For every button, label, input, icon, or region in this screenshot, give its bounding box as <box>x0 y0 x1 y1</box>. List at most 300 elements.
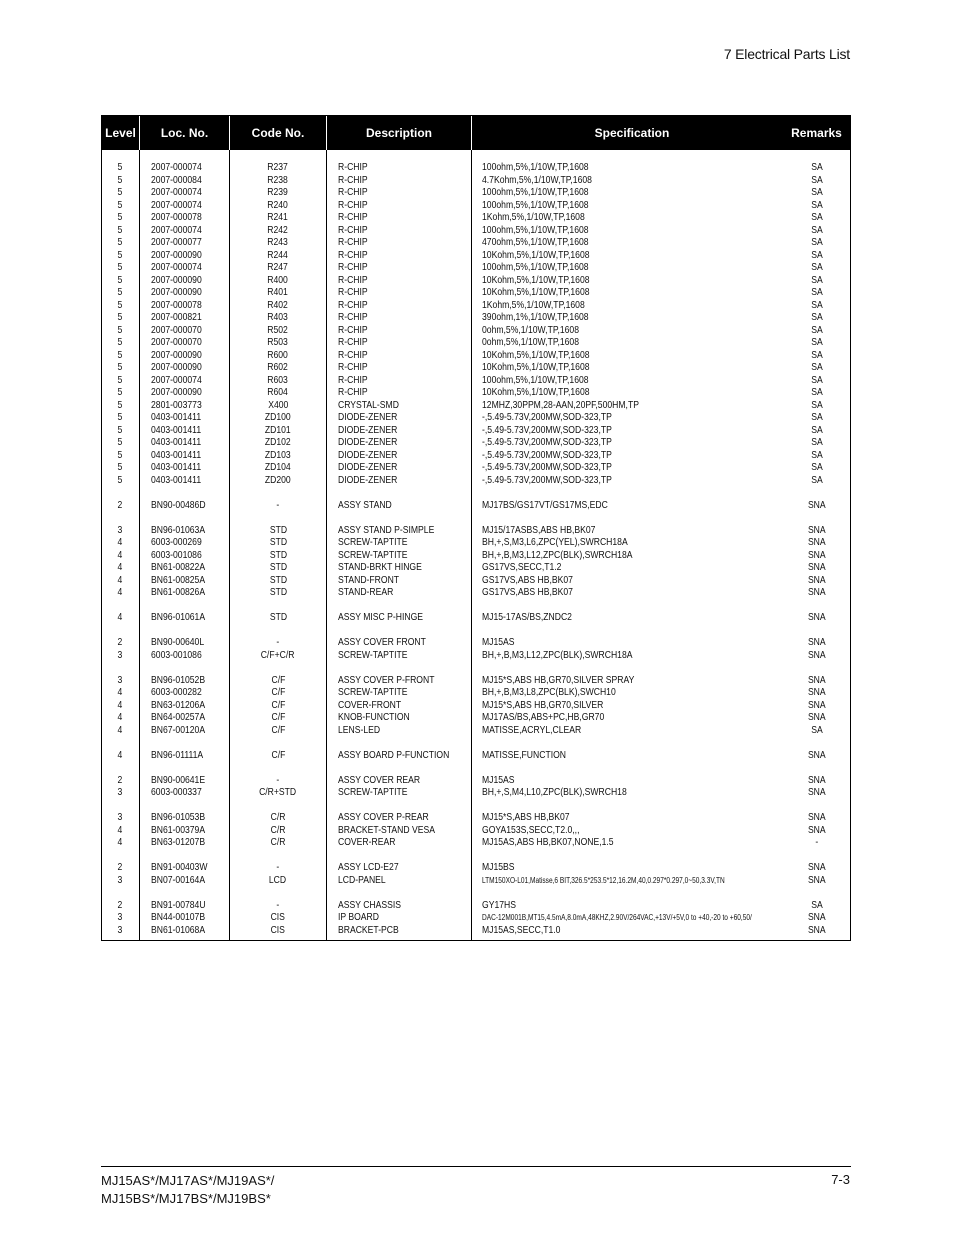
specification-cell: MJ15AS <box>482 636 515 648</box>
loc-no-cell: 0403-001411 <box>151 461 202 473</box>
level-cell: 3 <box>117 786 123 798</box>
level-cell: 5 <box>117 386 123 398</box>
code-no-cell: R604 <box>267 386 289 398</box>
description-cell: R-CHIP <box>338 223 368 236</box>
table-row <box>102 811 850 824</box>
table-row <box>102 674 850 687</box>
footer-models <box>101 1172 274 1208</box>
description-cell: SCREW-TAPTITE <box>338 536 408 548</box>
remarks-cell: SNA <box>808 548 826 561</box>
specification-cell: 1Kohm,5%,1/10W,TP,1608 <box>482 298 585 311</box>
level-cell: 4 <box>117 536 123 548</box>
table-row <box>102 161 850 174</box>
level-cell: 5 <box>117 248 123 261</box>
code-no-cell: R400 <box>267 273 289 286</box>
level-cell: 5 <box>117 436 123 448</box>
loc-no-cell: 0403-001411 <box>151 423 202 436</box>
table-row <box>102 636 850 649</box>
loc-no-cell: BN96-01052B <box>151 673 206 686</box>
description-cell: STAND-FRONT <box>338 573 400 586</box>
loc-no-cell: 2007-000090 <box>151 361 202 373</box>
table-row <box>102 236 850 249</box>
code-no-cell: STD <box>269 586 287 598</box>
level-cell: 5 <box>117 161 123 173</box>
level-cell: 5 <box>117 336 123 348</box>
code-no-cell: CIS <box>270 923 286 936</box>
specification-cell: 10Kohm,5%,1/10W,TP,1608 <box>482 273 590 286</box>
table-row <box>102 649 850 662</box>
code-no-cell: - <box>276 861 280 873</box>
loc-no-cell: 6003-001086 <box>151 548 202 561</box>
table-row <box>102 461 850 474</box>
code-no-cell: C/F+C/R <box>261 648 295 661</box>
level-cell: 2 <box>117 861 123 873</box>
remarks-cell: SA <box>811 211 823 223</box>
table-row <box>102 699 850 712</box>
remarks-cell: SA <box>811 173 823 186</box>
table-row <box>102 386 850 399</box>
description-cell: BRACKET-STAND VESA <box>338 823 435 836</box>
description-cell: R-CHIP <box>338 173 368 186</box>
remarks-cell: SA <box>811 461 823 473</box>
code-no-cell: R242 <box>267 223 289 236</box>
level-cell: 5 <box>117 211 123 223</box>
remarks-cell: SNA <box>808 873 826 886</box>
footer-divider <box>101 1166 851 1167</box>
description-cell: R-CHIP <box>338 361 368 373</box>
description-cell: SCREW-TAPTITE <box>338 686 408 698</box>
specification-cell: 10Kohm,5%,1/10W,TP,1608 <box>482 348 590 361</box>
remarks-cell: SA <box>811 436 823 448</box>
description-cell: ASSY COVER P-FRONT <box>338 673 435 686</box>
loc-no-cell: BN44-00107B <box>151 911 206 923</box>
loc-no-cell: 2007-000070 <box>151 336 202 348</box>
code-no-cell: R602 <box>267 361 289 373</box>
loc-no-cell: BN90-00640L <box>151 636 205 648</box>
description-cell: R-CHIP <box>338 348 368 361</box>
level-cell: 2 <box>117 636 123 648</box>
loc-no-cell: 2007-000074 <box>151 261 202 273</box>
table-row <box>102 899 850 912</box>
code-no-cell: - <box>276 636 280 648</box>
level-cell: 5 <box>117 173 123 186</box>
code-no-cell: C/F <box>271 723 285 736</box>
remarks-cell: SNA <box>808 823 826 836</box>
remarks-cell: SNA <box>808 536 826 548</box>
specification-cell: GOYA153S,SECC,T2.0,,, <box>482 823 580 836</box>
description-cell: ASSY COVER REAR <box>338 773 421 786</box>
description-cell: LENS-LED <box>338 723 381 736</box>
loc-no-cell: BN63-01206A <box>151 698 206 711</box>
description-cell: ASSY BOARD P-FUNCTION <box>338 748 450 761</box>
specification-cell: 10Kohm,5%,1/10W,TP,1608 <box>482 286 590 298</box>
description-cell: ASSY COVER P-REAR <box>338 811 429 823</box>
table-row <box>102 361 850 374</box>
remarks-cell: SA <box>811 336 823 348</box>
description-cell: DIODE-ZENER <box>338 448 398 461</box>
table-row <box>102 686 850 699</box>
description-cell: R-CHIP <box>338 248 368 261</box>
loc-no-cell: BN90-00641E <box>151 773 206 786</box>
remarks-cell: - <box>815 836 819 848</box>
code-no-cell: STD <box>269 611 287 623</box>
loc-no-cell: BN96-01061A <box>151 611 206 623</box>
code-no-cell: STD <box>269 523 287 536</box>
remarks-cell: SA <box>811 423 823 436</box>
description-cell: STAND-BRKT HINGE <box>338 561 422 573</box>
code-no-cell: R237 <box>267 161 289 173</box>
description-cell: R-CHIP <box>338 386 368 398</box>
loc-no-cell: BN61-00379A <box>151 823 206 836</box>
remarks-cell: SA <box>811 448 823 461</box>
table-row <box>102 824 850 837</box>
code-no-cell: STD <box>269 548 287 561</box>
col-header-specification: Specification <box>594 126 670 140</box>
loc-no-cell: BN64-00257A <box>151 711 206 723</box>
loc-no-cell: BN07-00164A <box>151 873 206 886</box>
level-cell: 3 <box>117 911 123 923</box>
specification-cell: MJ15AS <box>482 773 515 786</box>
remarks-cell: SA <box>811 361 823 373</box>
level-cell: 5 <box>117 361 123 373</box>
specification-cell: LTM150XO-L01,Matisse,6 BIT,326.5*253.5*12,16.2M,40,0.297*0.297,0~50,3.3V,TN <box>482 875 725 885</box>
level-cell: 5 <box>117 236 123 248</box>
level-cell: 5 <box>117 411 123 423</box>
remarks-cell: SA <box>811 898 823 911</box>
remarks-cell: SA <box>811 323 823 336</box>
code-no-cell: R238 <box>267 173 289 186</box>
code-no-cell: CIS <box>270 911 286 923</box>
specification-cell: 100ohm,5%,1/10W,TP,1608 <box>482 161 589 173</box>
code-no-cell: - <box>276 898 280 911</box>
specification-cell: 10Kohm,5%,1/10W,TP,1608 <box>482 248 590 261</box>
description-cell: R-CHIP <box>338 273 368 286</box>
loc-no-cell: 2007-000090 <box>151 273 202 286</box>
table-row <box>102 349 850 362</box>
specification-cell: -,5.49-5.73V,200MW,SOD-323,TP <box>482 473 612 486</box>
remarks-cell: SNA <box>808 711 826 723</box>
description-cell: LCD-PANEL <box>338 873 386 886</box>
code-no-cell: C/R <box>270 836 286 848</box>
loc-no-cell: 2007-000074 <box>151 161 202 173</box>
description-cell: R-CHIP <box>338 198 368 211</box>
parts-table <box>101 115 851 941</box>
table-row <box>102 186 850 199</box>
remarks-cell: SNA <box>808 498 826 511</box>
remarks-cell: SA <box>811 398 823 411</box>
loc-no-cell: 0403-001411 <box>151 436 202 448</box>
table-row <box>102 199 850 212</box>
remarks-cell: SA <box>811 286 823 298</box>
col-header-level: Level <box>105 126 136 140</box>
remarks-cell: SA <box>811 273 823 286</box>
loc-no-cell: 6003-000337 <box>151 786 202 798</box>
table-row <box>102 874 850 887</box>
specification-cell: -,5.49-5.73V,200MW,SOD-323,TP <box>482 411 612 423</box>
table-row <box>102 299 850 312</box>
remarks-cell: SA <box>811 723 823 736</box>
specification-cell: 4.7Kohm,5%,1/10W,TP,1608 <box>482 173 592 186</box>
description-cell: ASSY STAND <box>338 498 392 511</box>
level-cell: 5 <box>117 273 123 286</box>
code-no-cell: R503 <box>267 336 289 348</box>
loc-no-cell: 2007-000090 <box>151 248 202 261</box>
description-cell: ASSY LCD-E27 <box>338 861 399 873</box>
description-cell: DIODE-ZENER <box>338 411 398 423</box>
col-header-description: Description <box>365 126 432 140</box>
table-header <box>102 116 850 150</box>
loc-no-cell: 2007-000821 <box>151 311 202 323</box>
table-row <box>102 611 850 624</box>
code-no-cell: STD <box>269 561 287 573</box>
loc-no-cell: 2007-000078 <box>151 211 202 223</box>
specification-cell: MATISSE,FUNCTION <box>482 748 567 761</box>
specification-cell: MJ15-17AS/BS,ZNDC2 <box>482 611 572 623</box>
table-row <box>102 774 850 787</box>
loc-no-cell: 2007-000077 <box>151 236 202 248</box>
code-no-cell: C/R <box>270 823 286 836</box>
loc-no-cell: 0403-001411 <box>151 448 202 461</box>
table-row <box>102 474 850 487</box>
level-cell: 3 <box>117 811 123 823</box>
description-cell: BRACKET-PCB <box>338 923 399 936</box>
remarks-cell: SA <box>811 161 823 173</box>
specification-cell: MJ15*S,ABS HB,BK07 <box>482 811 570 823</box>
loc-no-cell: BN61-00826A <box>151 586 206 598</box>
specification-cell: GS17VS,ABS HB,BK07 <box>482 573 573 586</box>
loc-no-cell: BN96-01111A <box>151 748 204 761</box>
loc-no-cell: 2007-000090 <box>151 286 202 298</box>
description-cell: R-CHIP <box>338 286 368 298</box>
table-row <box>102 436 850 449</box>
loc-no-cell: 2007-000074 <box>151 198 202 211</box>
table-row <box>102 174 850 187</box>
remarks-cell: SNA <box>808 861 826 873</box>
col-header-remarks: Remarks <box>791 126 842 140</box>
level-cell: 4 <box>117 611 123 623</box>
specification-cell: MJ17BS/GS17VT/GS17MS,EDC <box>482 498 608 511</box>
col-header-loc-no: Loc. No. <box>160 126 209 140</box>
loc-no-cell: 2801-003773 <box>151 398 202 411</box>
remarks-cell: SNA <box>808 523 826 536</box>
specification-cell: MJ15*S,ABS HB,GR70,SILVER SPRAY <box>482 673 635 686</box>
code-no-cell: R239 <box>267 186 289 198</box>
table-row <box>102 324 850 337</box>
level-cell: 5 <box>117 398 123 411</box>
specification-cell: MATISSE,ACRYL,CLEAR <box>482 723 582 736</box>
remarks-cell: SNA <box>808 648 826 661</box>
specification-cell: 0ohm,5%,1/10W,TP,1608 <box>482 323 580 336</box>
level-cell: 5 <box>117 298 123 311</box>
code-no-cell: R240 <box>267 198 289 211</box>
level-cell: 4 <box>117 748 123 761</box>
remarks-cell: SNA <box>808 923 826 936</box>
specification-cell: -,5.49-5.73V,200MW,SOD-323,TP <box>482 461 612 473</box>
table-row <box>102 574 850 587</box>
remarks-cell: SA <box>811 473 823 486</box>
remarks-cell: SA <box>811 236 823 248</box>
remarks-cell: SNA <box>808 586 826 598</box>
level-cell: 4 <box>117 573 123 586</box>
code-no-cell: R247 <box>267 261 289 273</box>
loc-no-cell: BN61-01068A <box>151 923 206 936</box>
table-row <box>102 724 850 737</box>
table-row <box>102 524 850 537</box>
table-row <box>102 786 850 799</box>
specification-cell: 100ohm,5%,1/10W,TP,1608 <box>482 186 589 198</box>
description-cell: R-CHIP <box>338 323 368 336</box>
specification-cell: GS17VS,SECC,T1.2 <box>482 561 562 573</box>
code-no-cell: C/F <box>271 698 285 711</box>
loc-no-cell: BN61-00825A <box>151 573 206 586</box>
table-row <box>102 711 850 724</box>
loc-no-cell: 6003-001086 <box>151 648 202 661</box>
code-no-cell: R401 <box>267 286 289 298</box>
level-cell: 3 <box>117 673 123 686</box>
level-cell: 2 <box>117 898 123 911</box>
code-no-cell: ZD104 <box>265 461 291 473</box>
code-no-cell: C/R <box>270 811 286 823</box>
remarks-cell: SNA <box>808 748 826 761</box>
loc-no-cell: BN61-00822A <box>151 561 206 573</box>
level-cell: 2 <box>117 498 123 511</box>
code-no-cell: X400 <box>267 398 289 411</box>
description-cell: R-CHIP <box>338 161 368 173</box>
loc-no-cell: 2007-000074 <box>151 373 202 386</box>
code-no-cell: R241 <box>267 211 289 223</box>
level-cell: 4 <box>117 561 123 573</box>
code-no-cell: R502 <box>267 323 289 336</box>
description-cell: ASSY MISC P-HINGE <box>338 611 424 623</box>
specification-cell: BH,+,B,M3,L12,ZPC(BLK),SWRCH18A <box>482 648 633 661</box>
code-no-cell: STD <box>269 536 287 548</box>
footer-models-line-2: MJ15BS*/MJ17BS*/MJ19BS* <box>101 1191 271 1206</box>
description-cell: R-CHIP <box>338 186 368 198</box>
loc-no-cell: 0403-001411 <box>151 473 202 486</box>
specification-cell: 100ohm,5%,1/10W,TP,1608 <box>482 198 589 211</box>
code-no-cell: C/F <box>271 686 285 698</box>
description-cell: SCREW-TAPTITE <box>338 786 408 798</box>
remarks-cell: SNA <box>808 673 826 686</box>
description-cell: IP BOARD <box>338 911 379 923</box>
level-cell: 5 <box>117 311 123 323</box>
remarks-cell: SNA <box>808 786 826 798</box>
remarks-cell: SNA <box>808 811 826 823</box>
table-row <box>102 749 850 762</box>
description-cell: SCREW-TAPTITE <box>338 548 408 561</box>
col-header-code-no: Code No. <box>251 126 305 140</box>
loc-no-cell: 6003-000269 <box>151 536 202 548</box>
table-row <box>102 249 850 262</box>
remarks-cell: SNA <box>808 561 826 573</box>
remarks-cell: SNA <box>808 773 826 786</box>
table-row <box>102 286 850 299</box>
level-cell: 5 <box>117 423 123 436</box>
page-header-title: 7 Electrical Parts List <box>723 46 850 62</box>
code-no-cell: ZD102 <box>265 436 291 448</box>
table-row <box>102 424 850 437</box>
loc-no-cell: 2007-000084 <box>151 173 202 186</box>
specification-cell: BH,+,B,M3,L12,ZPC(BLK),SWRCH18A <box>482 548 633 561</box>
remarks-cell: SNA <box>808 636 826 648</box>
specification-cell: BH,+,S,M4,L10,ZPC(BLK),SWRCH18 <box>482 786 627 798</box>
specification-cell: MJ15AS,ABS HB,BK07,NONE,1.5 <box>482 836 614 848</box>
specification-cell: -,5.49-5.73V,200MW,SOD-323,TP <box>482 423 612 436</box>
code-no-cell: C/F <box>271 673 285 686</box>
loc-no-cell: 2007-000074 <box>151 223 202 236</box>
specification-cell: MJ15BS <box>482 861 515 873</box>
specification-cell: 0ohm,5%,1/10W,TP,1608 <box>482 336 580 348</box>
loc-no-cell: BN91-00784U <box>151 898 206 911</box>
loc-no-cell: BN63-01207B <box>151 836 206 848</box>
level-cell: 3 <box>117 648 123 661</box>
description-cell: ASSY CHASSIS <box>338 898 402 911</box>
remarks-cell: SA <box>811 248 823 261</box>
level-cell: 5 <box>117 473 123 486</box>
code-no-cell: R244 <box>267 248 289 261</box>
specification-cell: GS17VS,ABS HB,BK07 <box>482 586 573 598</box>
description-cell: STAND-REAR <box>338 586 394 598</box>
specification-cell: MJ15/17ASBS,ABS HB,BK07 <box>482 523 596 536</box>
loc-no-cell: 2007-000074 <box>151 186 202 198</box>
level-cell: 5 <box>117 286 123 298</box>
loc-no-cell: BN91-00403W <box>151 861 208 873</box>
level-cell: 3 <box>117 873 123 886</box>
description-cell: DIODE-ZENER <box>338 461 398 473</box>
specification-cell: 100ohm,5%,1/10W,TP,1608 <box>482 373 589 386</box>
specification-cell: 10Kohm,5%,1/10W,TP,1608 <box>482 386 590 398</box>
page-number: 7-3 <box>831 1172 850 1187</box>
code-no-cell: ZD200 <box>265 473 291 486</box>
footer-models-line-1: MJ15AS*/MJ17AS*/MJ19AS*/ <box>101 1173 275 1188</box>
code-no-cell: C/F <box>271 711 285 723</box>
description-cell: DIODE-ZENER <box>338 436 398 448</box>
level-cell: 5 <box>117 223 123 236</box>
description-cell: R-CHIP <box>338 336 368 348</box>
loc-no-cell: 0403-001411 <box>151 411 202 423</box>
table-row <box>102 336 850 349</box>
table-row <box>102 449 850 462</box>
specification-cell: GY17HS <box>482 898 516 911</box>
table-row <box>102 586 850 599</box>
specification-cell: MJ17AS/BS,ABS+PC,HB,GR70 <box>482 711 605 723</box>
description-cell: ASSY COVER FRONT <box>338 636 426 648</box>
remarks-cell: SA <box>811 198 823 211</box>
description-cell: DIODE-ZENER <box>338 423 398 436</box>
code-no-cell: STD <box>269 573 287 586</box>
code-no-cell: ZD101 <box>265 423 291 436</box>
code-no-cell: ZD100 <box>265 411 291 423</box>
remarks-cell: SA <box>811 261 823 273</box>
description-cell: COVER-REAR <box>338 836 396 848</box>
code-no-cell: R403 <box>267 311 289 323</box>
code-no-cell: ZD103 <box>265 448 291 461</box>
remarks-cell: SA <box>811 348 823 361</box>
table-row <box>102 399 850 412</box>
table-row <box>102 274 850 287</box>
specification-cell: MJ15*S,ABS HB,GR70,SILVER <box>482 698 604 711</box>
loc-no-cell: BN96-01063A <box>151 523 206 536</box>
specification-cell: 10Kohm,5%,1/10W,TP,1608 <box>482 361 590 373</box>
table-body <box>102 150 850 940</box>
remarks-cell: SA <box>811 386 823 398</box>
description-cell: COVER-FRONT <box>338 698 402 711</box>
remarks-cell: SA <box>811 298 823 311</box>
description-cell: R-CHIP <box>338 261 368 273</box>
loc-no-cell: 2007-000090 <box>151 386 202 398</box>
specification-cell: BH,+,S,M3,L6,ZPC(YEL),SWRCH18A <box>482 536 628 548</box>
description-cell: KNOB-FUNCTION <box>338 711 410 723</box>
